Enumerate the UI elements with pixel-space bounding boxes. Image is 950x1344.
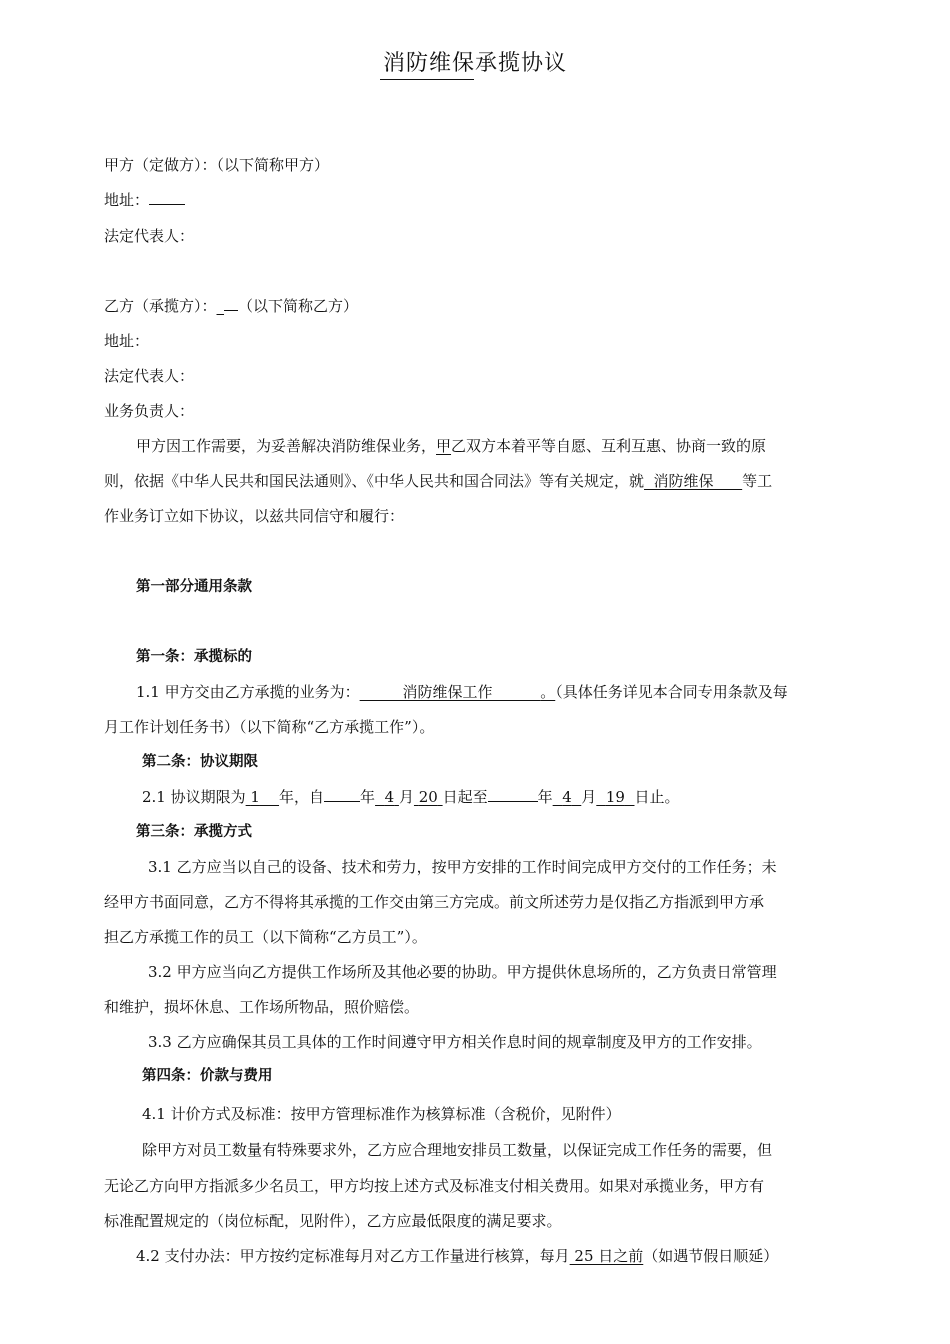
start-year-blank	[324, 787, 360, 802]
preamble-line-3: 作业务订立如下协议，以兹共同信守和履行：	[104, 507, 405, 525]
art2-text: 年	[360, 788, 376, 806]
art2-text: 月	[398, 788, 414, 806]
start-day: 20	[418, 788, 438, 806]
part1-heading: 第一部分通用条款	[136, 579, 252, 595]
art4-p2-line-3: 标准配置规定的（岗位标配，见附件），乙方应最低限度的满足要求。	[104, 1212, 562, 1230]
art4-p1: 4.1 计价方式及标准：按甲方管理标准作为核算标准（含税价，见附件）	[142, 1105, 621, 1123]
start-month-fill	[375, 788, 399, 806]
art1-text: 1.1 甲方交由乙方承揽的业务为：	[136, 683, 360, 701]
party-b-name-blank: _	[216, 297, 225, 315]
document-title: 消防维保承揽协议	[382, 51, 567, 76]
preamble-text: 则，依据《中华人民共和国民法通则》、《中华人民共和国合同法》等有关规定，就	[104, 472, 645, 490]
payment-day-fill: 25 日之前	[569, 1247, 644, 1265]
preamble-line-2	[104, 471, 864, 491]
service-name-fill: 消防维保	[644, 472, 743, 490]
art2-text: 日止。	[634, 788, 680, 806]
end-month: 4	[562, 788, 572, 806]
art3-p1-line-1: 3.1 乙方应当以自己的设备、技术和劳力，按甲方安排的工作时间完成甲方交付的工作任务；未	[148, 858, 777, 876]
art2-text: 月	[581, 788, 597, 806]
art1-line-1	[136, 682, 896, 702]
art4-p2-line-2: 无论乙方向甲方指派多少名员工，甲方均按上述方式及标准支付相关费用。如果对承揽业务，甲方有	[104, 1177, 765, 1195]
party-b-rep: 法定代表人：	[104, 367, 195, 385]
preamble-line-1	[136, 436, 896, 456]
party-b-label	[104, 296, 864, 316]
art3-p1-line-2: 经甲方书面同意，乙方不得将其承揽的工作交由第三方完成。前文所述劳力是仅指乙方指派到甲方承	[104, 893, 765, 911]
art1-line-2: 月工作计划任务书）（以下简称“乙方承揽工作”）。	[104, 718, 435, 736]
art4-text: （如遇节假日顺延）	[643, 1247, 779, 1265]
party-b-label-post: （以下简称乙方）	[238, 297, 359, 315]
art3-p2-line-1: 3.2 甲方应当向乙方提供工作场所及其他必要的协助。甲方提供休息场所的，乙方负责日常管理	[148, 963, 777, 981]
end-month-fill	[553, 788, 582, 806]
start-month: 4	[384, 788, 395, 806]
art4-heading: 第四条：价款与费用	[142, 1068, 273, 1084]
party-b-business: 业务负责人：	[104, 402, 195, 420]
art2-text: 年，自	[279, 788, 325, 806]
preamble-text: 等工	[742, 472, 773, 490]
party-a-rep: 法定代表人：	[104, 227, 195, 245]
art1-text: 。	[540, 683, 556, 701]
party-a-address-blank	[149, 190, 185, 205]
party-b-address: 地址：	[104, 332, 150, 350]
art4-text: 4.2 支付办法：甲方按约定标准每月对乙方工作量进行核算，每月	[136, 1247, 570, 1265]
art2-heading: 第二条：协议期限	[142, 754, 258, 770]
party-b-name-blank-line	[224, 296, 238, 311]
art1-heading: 第一条：承揽标的	[136, 649, 252, 665]
preamble-text: 乙双方本着平等自愿、互利互惠、协商一致的原	[451, 437, 767, 455]
art3-p2-line-2: 和维护，损坏休息、工作场所物品，照价赔偿。	[104, 998, 420, 1016]
end-day: 19	[605, 788, 625, 806]
art2-text: 2.1 协议期限为	[142, 788, 246, 806]
term-years: 1	[250, 788, 260, 806]
art2-text: 日起至	[442, 788, 488, 806]
business-fill: 消防维保工作	[359, 683, 541, 701]
art2-term	[142, 787, 902, 807]
title-underline	[380, 79, 474, 80]
party-a-label: 甲方（定做方）：（以下简称甲方）	[104, 156, 330, 174]
art2-text: 年	[537, 788, 553, 806]
preamble-underlined: 甲	[436, 437, 452, 455]
art4-p2-line-1: 除甲方对员工数量有特殊要求外，乙方应合理地安排员工数量，以保证完成工作任务的需要，但	[142, 1141, 773, 1159]
party-a-address-label: 地址：	[104, 191, 150, 209]
art4-p3	[136, 1246, 896, 1266]
end-day-fill	[596, 788, 634, 806]
party-b-label-pre: 乙方（承揽方）：	[104, 297, 217, 315]
term-years-fill	[246, 788, 279, 806]
art3-p3-line-1: 3.3 乙方应确保其员工具体的工作时间遵守甲方相关作息时间的规章制度及甲方的工作安排。	[148, 1033, 762, 1051]
end-year-blank	[488, 787, 538, 802]
art3-heading: 第三条：承揽方式	[136, 824, 252, 840]
art3-p1-line-3: 担乙方承揽工作的员工（以下简称“乙方员工”）。	[104, 928, 427, 946]
start-day-fill	[414, 788, 443, 806]
party-a-address	[104, 190, 864, 210]
preamble-text: 甲方因工作需要，为妥善解决消防维保业务，	[136, 437, 437, 455]
art1-text: （具体任务详见本合同专用条款及每	[555, 683, 788, 701]
